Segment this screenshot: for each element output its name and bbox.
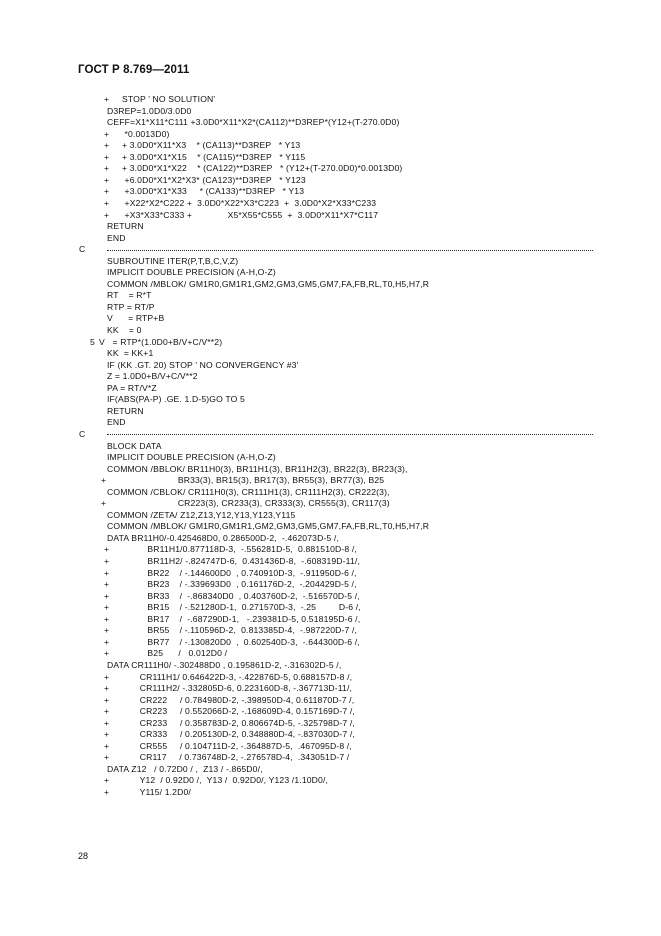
code-line: D3REP=1.0D0/3.0D0 <box>107 105 192 116</box>
continuation-mark: + <box>104 694 110 705</box>
code-line: IF (KK .GT. 20) STOP ' NO CONVERGENCY #3' <box>107 359 299 370</box>
continuation-mark: + <box>104 648 110 659</box>
code-line: CEFF=X1*X11*C111 +3.0D0*X11*X2*(CA112)**D3REP*(Y12+(T-270.0D0) <box>107 117 400 128</box>
code-line: CR233 / 0.358783D-2, 0.806674D-5, -.325798D-7 /, <box>122 717 355 728</box>
code-line: RETURN <box>107 405 144 416</box>
code-line: COMMON /BBLOK/ BR11H0(3), BR11H1(3), BR11H2(3), BR22(3), BR23(3), <box>107 463 408 474</box>
code-line: CR117 / 0.736748D-2, -.276578D-4, .343051D-7 / <box>122 752 350 763</box>
code-line: + 3.0D0*X11*X3 * (CA113)**D3REP * Y13 <box>122 140 301 151</box>
continuation-mark: + <box>104 717 110 728</box>
code-line: COMMON /ZETA/ Z12,Z13,Y12,Y13,Y123,Y115 <box>107 509 296 520</box>
code-line: CR333 / 0.205130D-2, 0.348880D-4, -.837030D-7 /, <box>122 729 355 740</box>
continuation-mark: + <box>104 544 110 555</box>
continuation-mark: + <box>104 140 110 151</box>
code-line: RT = R*T <box>107 290 152 301</box>
code-line: BR55 / -.110596D-2, 0.813385D-4, -.987220D-7 /, <box>122 625 358 636</box>
continuation-mark: + <box>104 128 110 139</box>
comment-separator-line <box>107 434 593 435</box>
continuation-mark: + <box>104 94 110 104</box>
code-line: DATA CR111H0/ -.302488D0 , 0.195861D-2, -.316302D-5 /, <box>107 659 342 670</box>
continuation-mark: + <box>101 498 107 509</box>
code-line: BR23 / -.339693D0 , 0.161176D-2, -.204429D-5 /, <box>122 579 357 590</box>
code-line: BR11H1/0.877118D-3, -.556281D-5, 0.881510D-8 /, <box>122 544 357 555</box>
continuation-mark: + <box>104 602 110 613</box>
code-margin-marker: C <box>79 428 86 439</box>
code-line: + 3.0D0*X1*X15 * (CA115)**D3REP * Y115 <box>122 151 306 162</box>
code-line: PA = RT/V*Z <box>107 382 157 393</box>
page-number: 28 <box>78 851 89 861</box>
code-line: Y12 / 0.92D0 /, Y13 / 0.92D0/, Y123 /1.10D0/, <box>122 775 329 786</box>
code-line: IF(ABS(PA-P) .GE. 1.D-5)GO TO 5 <box>107 394 245 405</box>
code-line: BR33 / -.868340D0 , 0.403760D-2, -.516570D-5 /, <box>122 590 360 601</box>
code-line: COMMON /MBLOK/ GM1R0,GM1R1,GM2,GM3,GM5,GM7,FA,FB,RL,T0,H5,H7,R <box>107 278 430 289</box>
continuation-mark: + <box>104 590 110 601</box>
continuation-mark: + <box>104 556 110 566</box>
code-line: V = RTP*(1.0D0+B/V+C/V**2) <box>99 336 223 347</box>
continuation-mark: + <box>104 671 110 682</box>
code-margin-marker: C <box>79 244 86 255</box>
code-line: CR222 / 0.784980D-2, -.398950D-4, 0.611870D-7 /, <box>122 694 355 705</box>
continuation-mark: + <box>104 683 110 694</box>
continuation-mark: + <box>104 740 110 751</box>
code-line: END <box>107 232 126 243</box>
code-line: COMMON /MBLOK/ GM1R0,GM1R1,GM2,GM3,GM5,GM7,FA,FB,RL,T0,H5,H7,R <box>107 521 430 532</box>
code-line: RETURN <box>107 221 144 232</box>
continuation-mark: + <box>104 625 110 636</box>
code-line: CR111H2/ -.332805D-6, 0.223160D-8, -.367713D-11/, <box>122 683 353 694</box>
continuation-mark: + <box>104 613 110 624</box>
code-line: +6.0D0*X1*X2*X3* (CA123)**D3REP * Y123 <box>122 174 306 185</box>
continuation-mark: + <box>104 706 110 717</box>
code-line: Z = 1.0D0+B/V+C/V**2 <box>107 371 198 382</box>
code-line: +X22*X2*C222 + 3.0D0*X22*X3*C223 + 3.0D0*X2*X33*C233 <box>122 197 377 208</box>
code-line: B25 / 0.012D0 / <box>122 648 228 659</box>
code-line: + 3.0D0*X1*X22 * (CA122)**D3REP * (Y12+(T-270.0D0)*0.0013D0) <box>122 163 403 174</box>
code-line: CR223 / 0.552066D-2, -.168609D-4, 0.157169D-7 /, <box>122 706 355 717</box>
continuation-mark: + <box>104 174 110 185</box>
continuation-mark: + <box>104 197 110 208</box>
code-line: IMPLICIT DOUBLE PRECISION (A-H,O-Z) <box>107 452 276 463</box>
code-line: BR22 / -.144600D0 , 0.740910D-3, -.911950D-6 /, <box>122 567 357 578</box>
code-line: BR17 / -.687290D-1, -.239381D-5, 0.518195D-6 /, <box>122 613 361 624</box>
continuation-mark: + <box>104 636 110 647</box>
code-line: +3.0D0*X1*X33 * (CA133)**D3REP * Y13 <box>122 186 305 197</box>
continuation-mark: + <box>104 729 110 740</box>
code-line: CR111H1/ 0.646422D-3, -.422876D-5, 0.688157D-8 /, <box>122 671 353 682</box>
code-line: BLOCK DATA <box>107 440 162 451</box>
continuation-mark: + <box>104 787 110 797</box>
code-margin-marker: 5 <box>90 336 95 347</box>
code-line: DATA BR11H0/-0.425468D0, 0.286500D-2, -.462073D-5 /, <box>107 532 339 543</box>
code-line: DATA Z12 / 0.72D0 / , Z13 / -.865D0/, <box>107 763 263 774</box>
continuation-mark: + <box>104 579 110 590</box>
code-line: CR555 / 0.104711D-2, -.364887D-5, .467095D-8 /, <box>122 740 352 751</box>
code-line: CR223(3), CR233(3), CR333(3), CR555(3), CR117(3) <box>122 498 390 509</box>
continuation-mark: + <box>104 209 110 220</box>
continuation-mark: + <box>101 475 107 486</box>
code-line: *0.0013D0) <box>122 128 170 139</box>
comment-separator-line <box>107 250 593 251</box>
code-line: BR77 / -.130820D0 , 0.602540D-3, -.644300D-6 /, <box>122 636 360 647</box>
continuation-mark: + <box>104 567 110 578</box>
continuation-mark: + <box>104 752 110 763</box>
continuation-mark: + <box>104 186 110 197</box>
code-line: KK = 0 <box>107 325 142 335</box>
code-line: IMPLICIT DOUBLE PRECISION (A-H,O-Z) <box>107 267 276 278</box>
code-line: COMMON /CBLOK/ CR111H0(3), CR111H1(3), CR111H2(3), CR222(3), <box>107 486 390 497</box>
code-line: BR15 / -.521280D-1, 0.271570D-3, -.25 D-6 /, <box>122 602 361 613</box>
code-line: END <box>107 417 126 428</box>
continuation-mark: + <box>104 163 110 174</box>
code-line: Y115/ 1.2D0/ <box>122 787 191 797</box>
code-line: V = RTP+B <box>107 313 165 324</box>
code-line: SUBROUTINE ITER(P,T,B,C,V,Z) <box>107 255 239 266</box>
code-line: BR11H2/ -.824747D-6, 0.431436D-8, -.608319D-11/, <box>122 556 360 566</box>
document-header: ГОСТ Р 8.769—2011 <box>78 64 190 76</box>
code-line: STOP ' NO SOLUTION' <box>122 94 216 104</box>
continuation-mark: + <box>104 151 110 162</box>
code-line: +X3*X33*C333 + X5*X55*C555 + 3.0D0*X11*X7*C117 <box>122 209 379 220</box>
code-line: RTP = RT/P <box>107 301 155 312</box>
continuation-mark: + <box>104 775 110 786</box>
code-line: KK = KK+1 <box>107 348 154 359</box>
code-line: BR33(3), BR15(3), BR17(3), BR55(3), BR77(3), B25 <box>122 475 385 486</box>
